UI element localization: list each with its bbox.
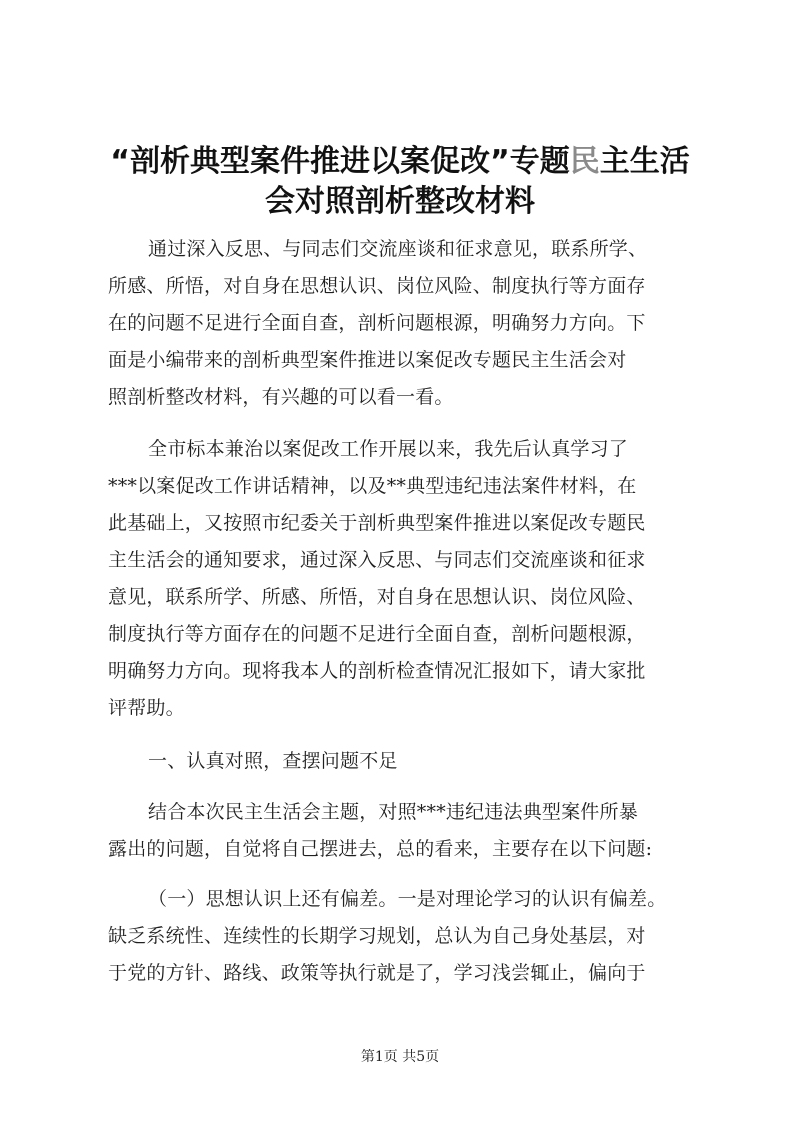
body-line: 缺乏系统性、连续性的长期学习规划，总认为自己身处基层，对 bbox=[108, 925, 646, 947]
page-footer: 第1页 共5页 bbox=[360, 1049, 440, 1065]
document-title-line-2: 会对照剖析整改材料 bbox=[265, 184, 535, 219]
body-line: 所感、所悟，对自身在思想认识、岗位风险、制度执行等方面存 bbox=[108, 275, 646, 297]
title-text-b: 主生活 bbox=[599, 144, 690, 179]
body-line: 评帮助。 bbox=[108, 697, 185, 719]
body-line: 主生活会的通知要求，通过深入反思、与同志们交流座谈和征求 bbox=[108, 549, 646, 571]
document-title-line-1 bbox=[60, 143, 740, 181]
title-text-highlight: 民 bbox=[569, 144, 600, 179]
section-heading: 一、认真对照，查摆问题不足 bbox=[148, 750, 398, 772]
body-line: 此基础上，又按照市纪委关于剖析典型案件推进以案促改专题民 bbox=[108, 512, 646, 534]
body-line: ***以案促改工作讲话精神，以及**典型违纪违法案件材料，在 bbox=[108, 475, 637, 497]
body-line: 在的问题不足进行全面自查，剖析问题根源，明确努力方向。下 bbox=[108, 312, 646, 334]
body-line: 露出的问题，自觉将自己摆进去，总的看来，主要存在以下问题: bbox=[108, 838, 653, 860]
body-line: （一）思想认识上还有偏差。一是对理论学习的认识有偏差。 bbox=[148, 888, 667, 910]
body-line: 明确努力方向。现将我本人的剖析检查情况汇报如下，请大家批 bbox=[108, 660, 646, 682]
title-text-a: “剖析典型案件推进以案促改”专题 bbox=[110, 144, 570, 179]
body-line: 全市标本兼治以案促改工作开展以来，我先后认真学习了 bbox=[148, 438, 629, 460]
body-line: 面是小编带来的剖析典型案件推进以案促改专题民主生活会对 bbox=[108, 349, 627, 371]
body-line: 通过深入反思、与同志们交流座谈和征求意见，联系所学、 bbox=[148, 238, 648, 260]
body-line: 于党的方针、路线、政策等执行就是了，学习浅尝辄止，偏向于 bbox=[108, 962, 646, 984]
body-line: 意见，联系所学、所感、所悟，对自身在思想认识、岗位风险、 bbox=[108, 586, 646, 608]
body-line: 制度执行等方面存在的问题不足进行全面自查，剖析问题根源， bbox=[108, 623, 646, 645]
body-line: 结合本次民主生活会主题，对照***违纪违法典型案件所暴 bbox=[148, 801, 638, 823]
body-line: 照剖析整改材料，有兴趣的可以看一看。 bbox=[108, 386, 454, 408]
